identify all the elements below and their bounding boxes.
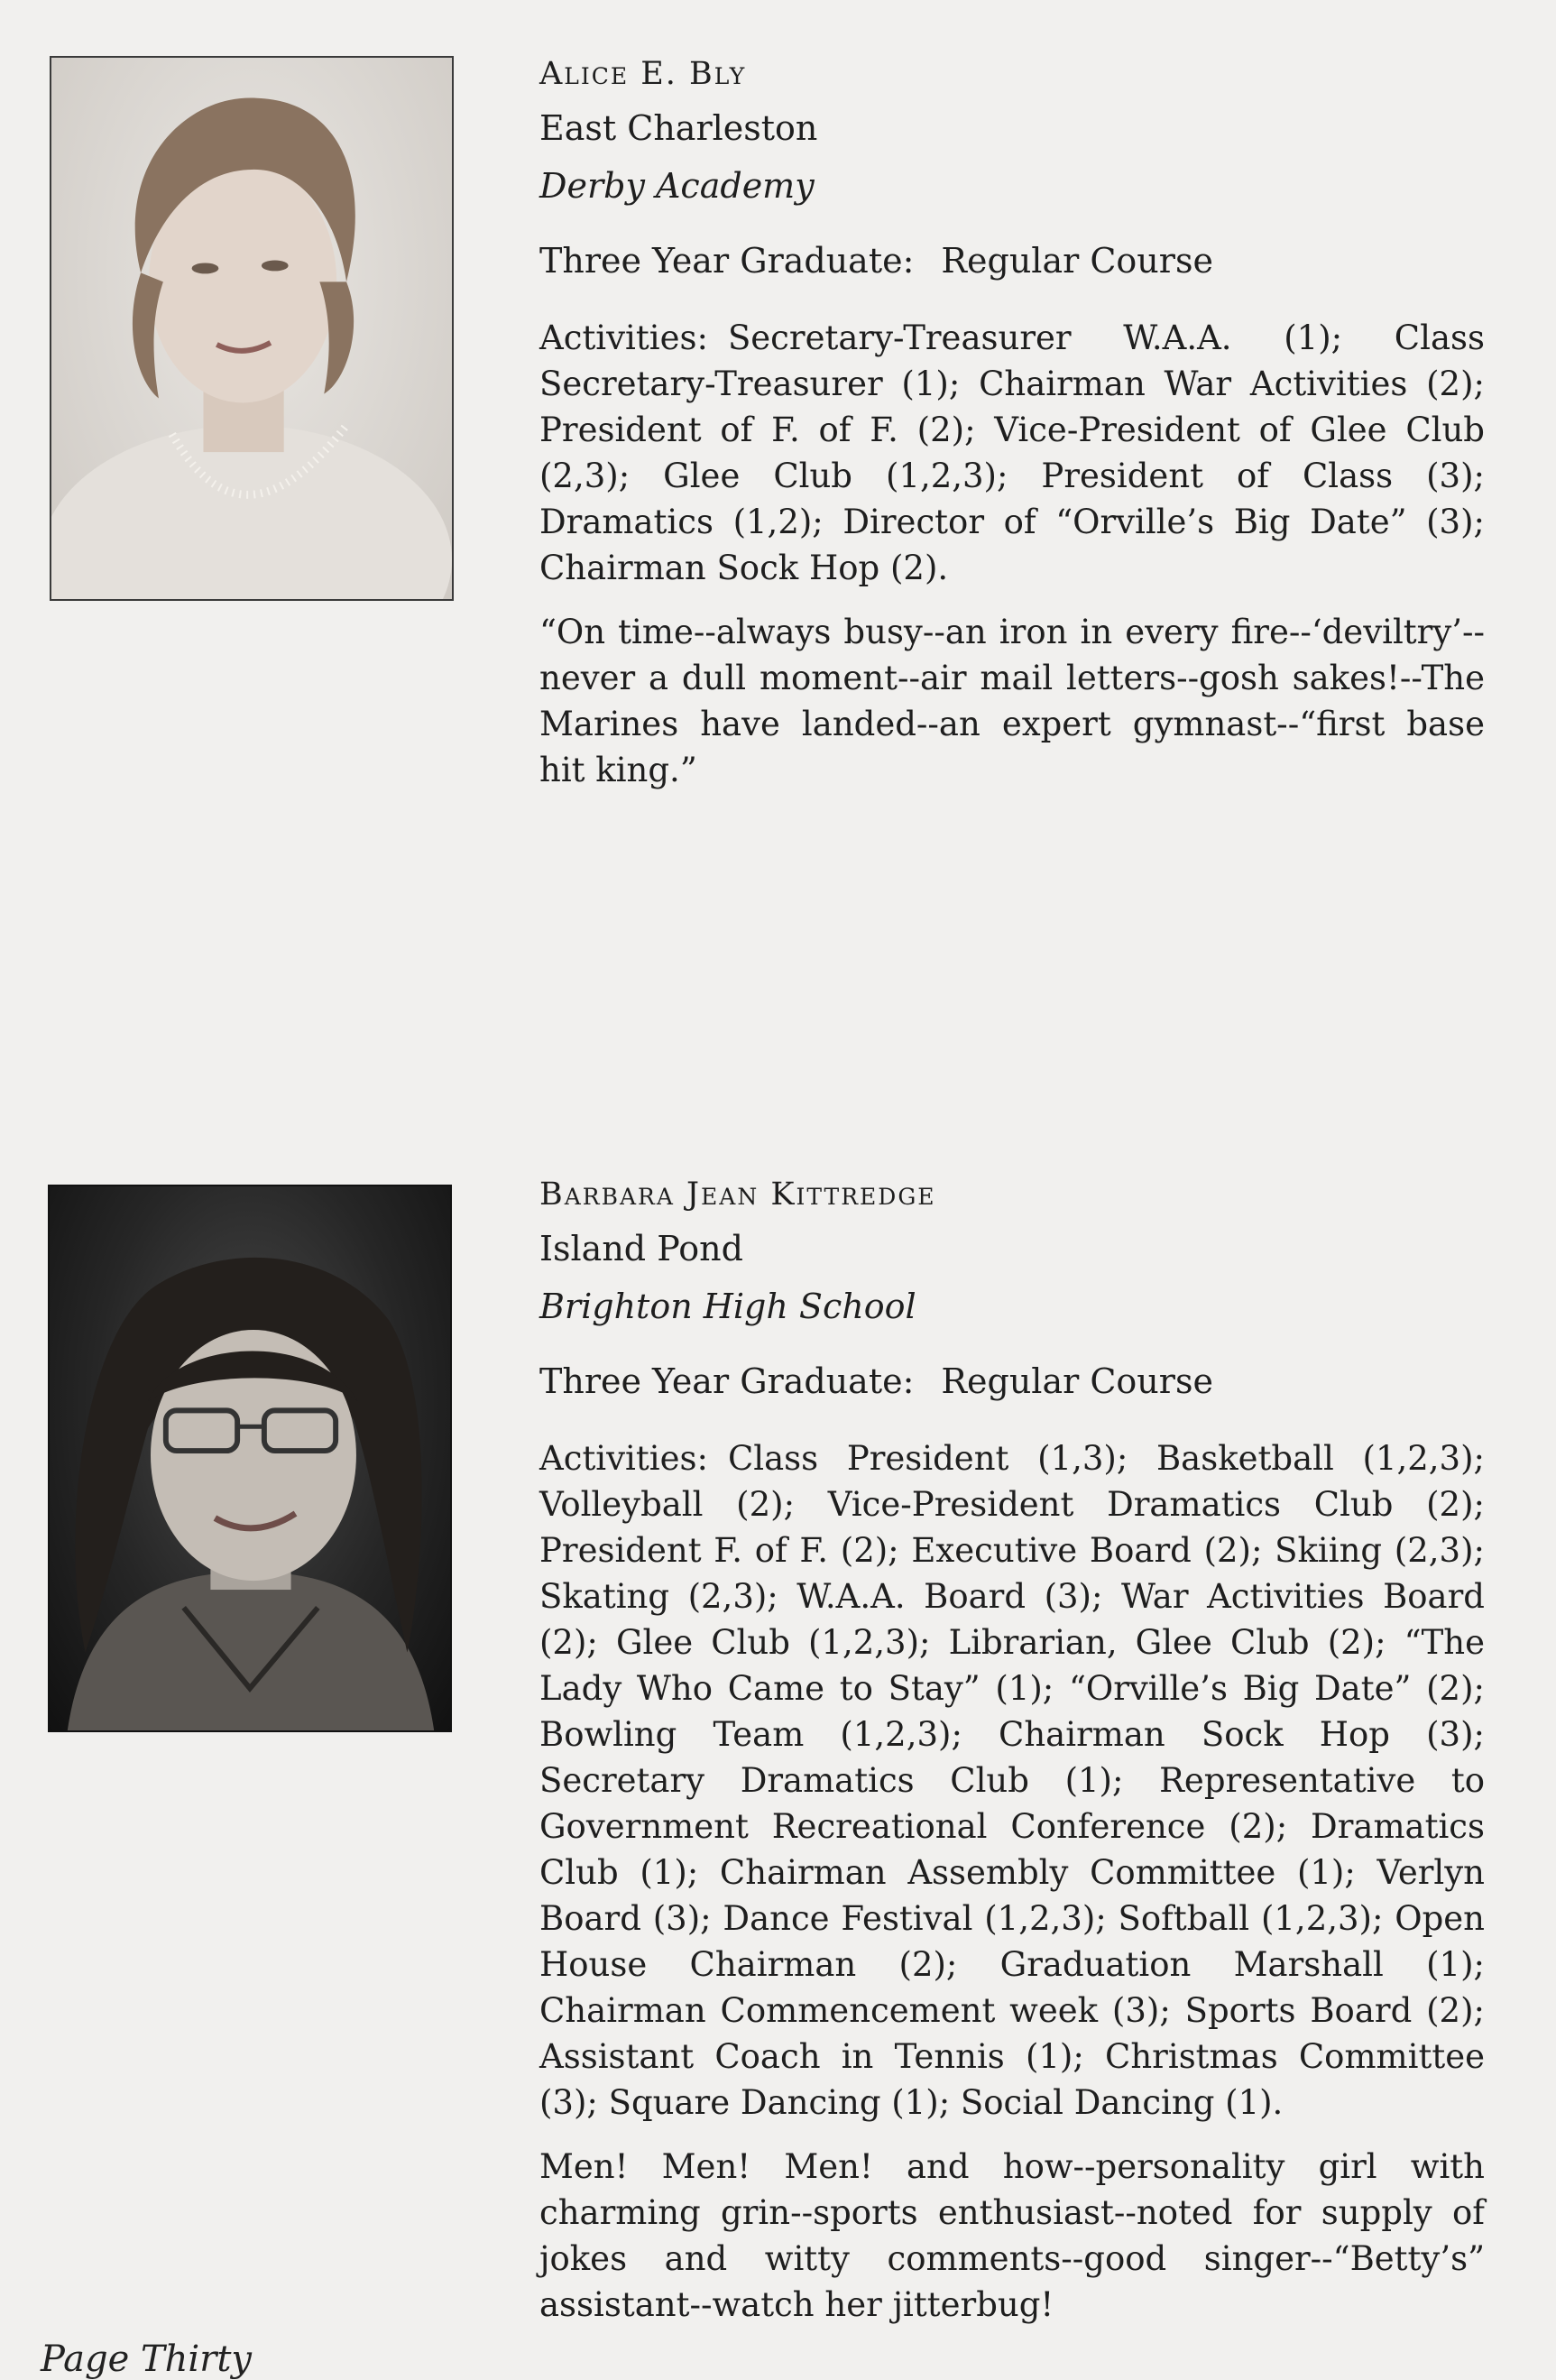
activities-paragraph xyxy=(539,1435,1485,2126)
student-school: Derby Academy xyxy=(539,165,815,206)
page-number: Page Thirty xyxy=(41,2338,252,2380)
activities-list: Secretary-Treasurer W.A.A. (1); Class Secretary-Treasurer (1); Chairman War Activities (2); President of F. of F. (2); Vice-President of Glee Club (2,3); Glee Club (1,2,3); President of Class (3); Dramatics (1,2); Director of “Orville’s Big Date” (3); Chairman Sock Hop (2). xyxy=(539,318,1485,588)
student-school: Brighton High School xyxy=(539,1286,916,1326)
student-quote: “On time--always busy--an iron in every fire--‘deviltry’--never a dull moment--air mail letters--gosh sakes!--The Marines have landed--an expert gymnast--“first base hit king.” xyxy=(539,613,1485,790)
portrait-photo-alice-bly xyxy=(50,56,454,601)
course-name: Regular Course xyxy=(941,1361,1213,1402)
student-town: East Charleston xyxy=(539,108,818,149)
graduate-line xyxy=(539,1361,1485,1403)
graduate-label: Three Year Graduate: xyxy=(539,241,915,281)
graduate-line xyxy=(539,241,1485,282)
portrait-illustration xyxy=(51,58,452,599)
graduate-label: Three Year Graduate: xyxy=(539,1361,915,1402)
student-entry xyxy=(539,56,1485,793)
student-name: Alice E. Bly xyxy=(539,56,747,92)
course-name: Regular Course xyxy=(941,241,1213,281)
activities-list: Class President (1,3); Basketball (1,2,3); Volleyball (2); Vice-President Dramatics Club (2); President F. of F. (2); Executive Board (2); Skiing (2,3); Skating (2,3); W.A.A. Board (3); War Activities Board (2); Glee Club (1,2,3); Librarian, Glee Club (2); “The Lady Who Came to Stay” (1); “Orville’s Big Date” (2); Bowling Team (1,2,3); Chairman Sock Hop (3); Secretary Dramatics Club (1); Representative to Government Recreational Conference (2); Dramatics Club (1); Chairman Assembly Committee (1); Verlyn Board (3); Dance Festival (1,2,3); Softball (1,2,3); Open House Chairman (2); Graduation Marshall (1); Chairman Commencement week (3); Sports Board (2); Assistant Coach in Tennis (1); Christmas Committee (3); Square Dancing (1); Social Dancing (1). xyxy=(539,1439,1485,2123)
activities-paragraph xyxy=(539,315,1485,591)
student-entry xyxy=(539,1176,1485,2328)
activities-label: Activities: xyxy=(539,1439,708,1479)
student-quote: Men! Men! Men! and how--personality girl with charming grin--sports enthusiast--noted for supply of jokes and witty comments--good singer--“Betty’s” assistant--watch her jitterbug! xyxy=(539,2147,1485,2325)
portrait-illustration xyxy=(50,1186,450,1730)
student-name: Barbara Jean Kittredge xyxy=(539,1176,936,1213)
student-town: Island Pond xyxy=(539,1229,743,1269)
activities-label: Activities: xyxy=(539,318,708,358)
portrait-photo-barbara-kittredge xyxy=(48,1185,452,1732)
